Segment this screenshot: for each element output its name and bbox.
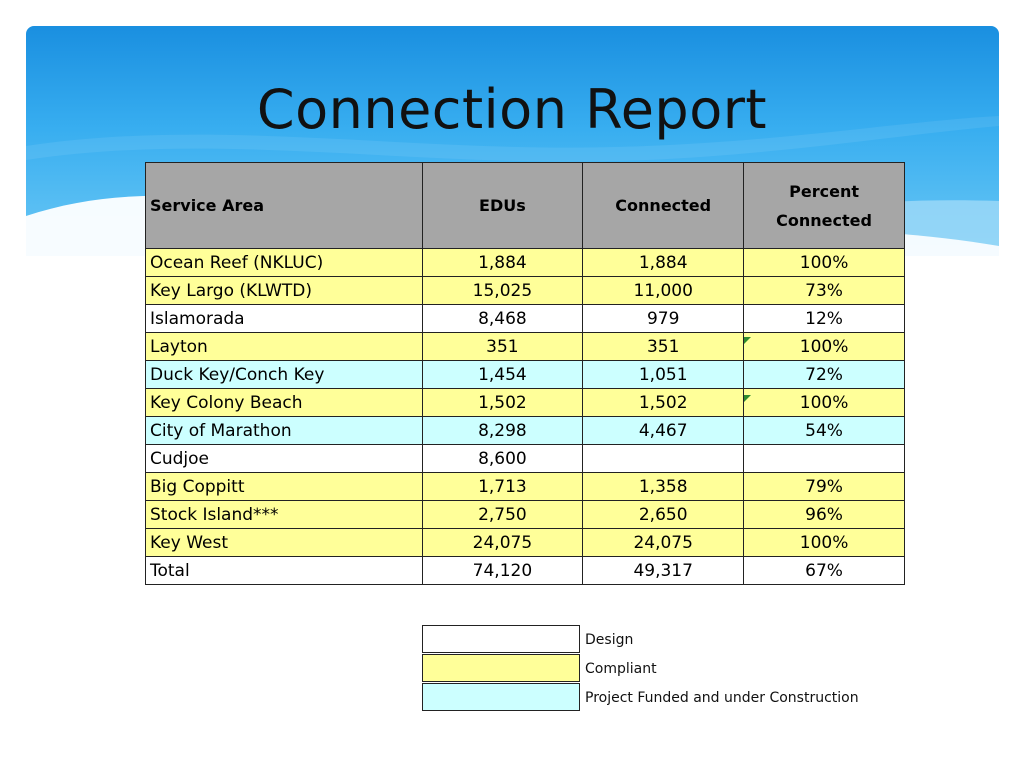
cell-edus: 2,750	[422, 501, 583, 529]
table-row	[146, 445, 905, 473]
cell-edus: 8,468	[422, 305, 583, 333]
legend-label: Compliant	[585, 660, 657, 677]
header-service-area: Service Area	[146, 163, 423, 249]
cell-service-area: Ocean Reef (NKLUC)	[146, 249, 423, 277]
cell-service-area: Key West	[146, 529, 423, 557]
cell-percent: 100%	[744, 333, 905, 361]
cell-service-area: Islamorada	[146, 305, 423, 333]
header-connected: Connected	[583, 163, 744, 249]
table-row	[146, 249, 905, 277]
legend-item-design	[422, 625, 859, 654]
table-header-row	[146, 163, 905, 249]
cell-percent: 100%	[744, 389, 905, 417]
cell-edus: 1,884	[422, 249, 583, 277]
cell-service-area: Layton	[146, 333, 423, 361]
cell-percent: 67%	[744, 557, 905, 585]
cell-service-area: Big Coppitt	[146, 473, 423, 501]
cell-connected: 24,075	[583, 529, 744, 557]
cell-percent: 72%	[744, 361, 905, 389]
table-row	[146, 389, 905, 417]
legend-label: Project Funded and under Construction	[585, 689, 859, 706]
table-row	[146, 277, 905, 305]
legend-swatch-under-construction	[422, 683, 580, 711]
cell-connected: 49,317	[583, 557, 744, 585]
cell-connected: 4,467	[583, 417, 744, 445]
cell-comment-marker	[744, 395, 751, 402]
cell-service-area: Cudjoe	[146, 445, 423, 473]
header-percent-line1: Percent	[789, 181, 859, 201]
cell-edus: 15,025	[422, 277, 583, 305]
cell-percent: 100%	[744, 529, 905, 557]
cell-edus: 1,713	[422, 473, 583, 501]
cell-percent: 73%	[744, 277, 905, 305]
legend-swatch-compliant	[422, 654, 580, 682]
cell-edus: 74,120	[422, 557, 583, 585]
cell-connected: 351	[583, 333, 744, 361]
header-percent-connected	[744, 163, 905, 249]
cell-edus: 1,454	[422, 361, 583, 389]
cell-connected: 2,650	[583, 501, 744, 529]
legend-label: Design	[585, 631, 634, 648]
cell-service-area: Total	[146, 557, 423, 585]
table-row	[146, 333, 905, 361]
cell-comment-marker	[744, 337, 751, 344]
legend-item-compliant	[422, 654, 859, 683]
table-row	[146, 473, 905, 501]
cell-service-area: Duck Key/Conch Key	[146, 361, 423, 389]
cell-percent: 100%	[744, 249, 905, 277]
table-row	[146, 529, 905, 557]
cell-percent	[744, 445, 905, 473]
cell-percent: 54%	[744, 417, 905, 445]
cell-edus: 8,600	[422, 445, 583, 473]
cell-connected: 1,358	[583, 473, 744, 501]
connection-table	[145, 162, 905, 585]
cell-connected: 1,502	[583, 389, 744, 417]
cell-connected: 11,000	[583, 277, 744, 305]
cell-edus: 24,075	[422, 529, 583, 557]
cell-service-area: Key Largo (KLWTD)	[146, 277, 423, 305]
table-row	[146, 417, 905, 445]
cell-edus: 351	[422, 333, 583, 361]
cell-connected: 1,884	[583, 249, 744, 277]
legend	[422, 625, 859, 712]
cell-connected	[583, 445, 744, 473]
cell-connected: 979	[583, 305, 744, 333]
header-edus: EDUs	[422, 163, 583, 249]
cell-percent: 96%	[744, 501, 905, 529]
table-row	[146, 501, 905, 529]
cell-percent: 12%	[744, 305, 905, 333]
cell-service-area: City of Marathon	[146, 417, 423, 445]
table-row	[146, 361, 905, 389]
cell-connected: 1,051	[583, 361, 744, 389]
cell-service-area: Key Colony Beach	[146, 389, 423, 417]
legend-swatch-design	[422, 625, 580, 653]
page-title: Connection Report	[256, 78, 768, 141]
legend-item-under-construction	[422, 683, 859, 712]
table-row	[146, 305, 905, 333]
header-percent-line2: Connected	[776, 210, 872, 230]
table-total-row	[146, 557, 905, 585]
cell-edus: 1,502	[422, 389, 583, 417]
cell-percent: 79%	[744, 473, 905, 501]
cell-service-area: Stock Island***	[146, 501, 423, 529]
cell-edus: 8,298	[422, 417, 583, 445]
